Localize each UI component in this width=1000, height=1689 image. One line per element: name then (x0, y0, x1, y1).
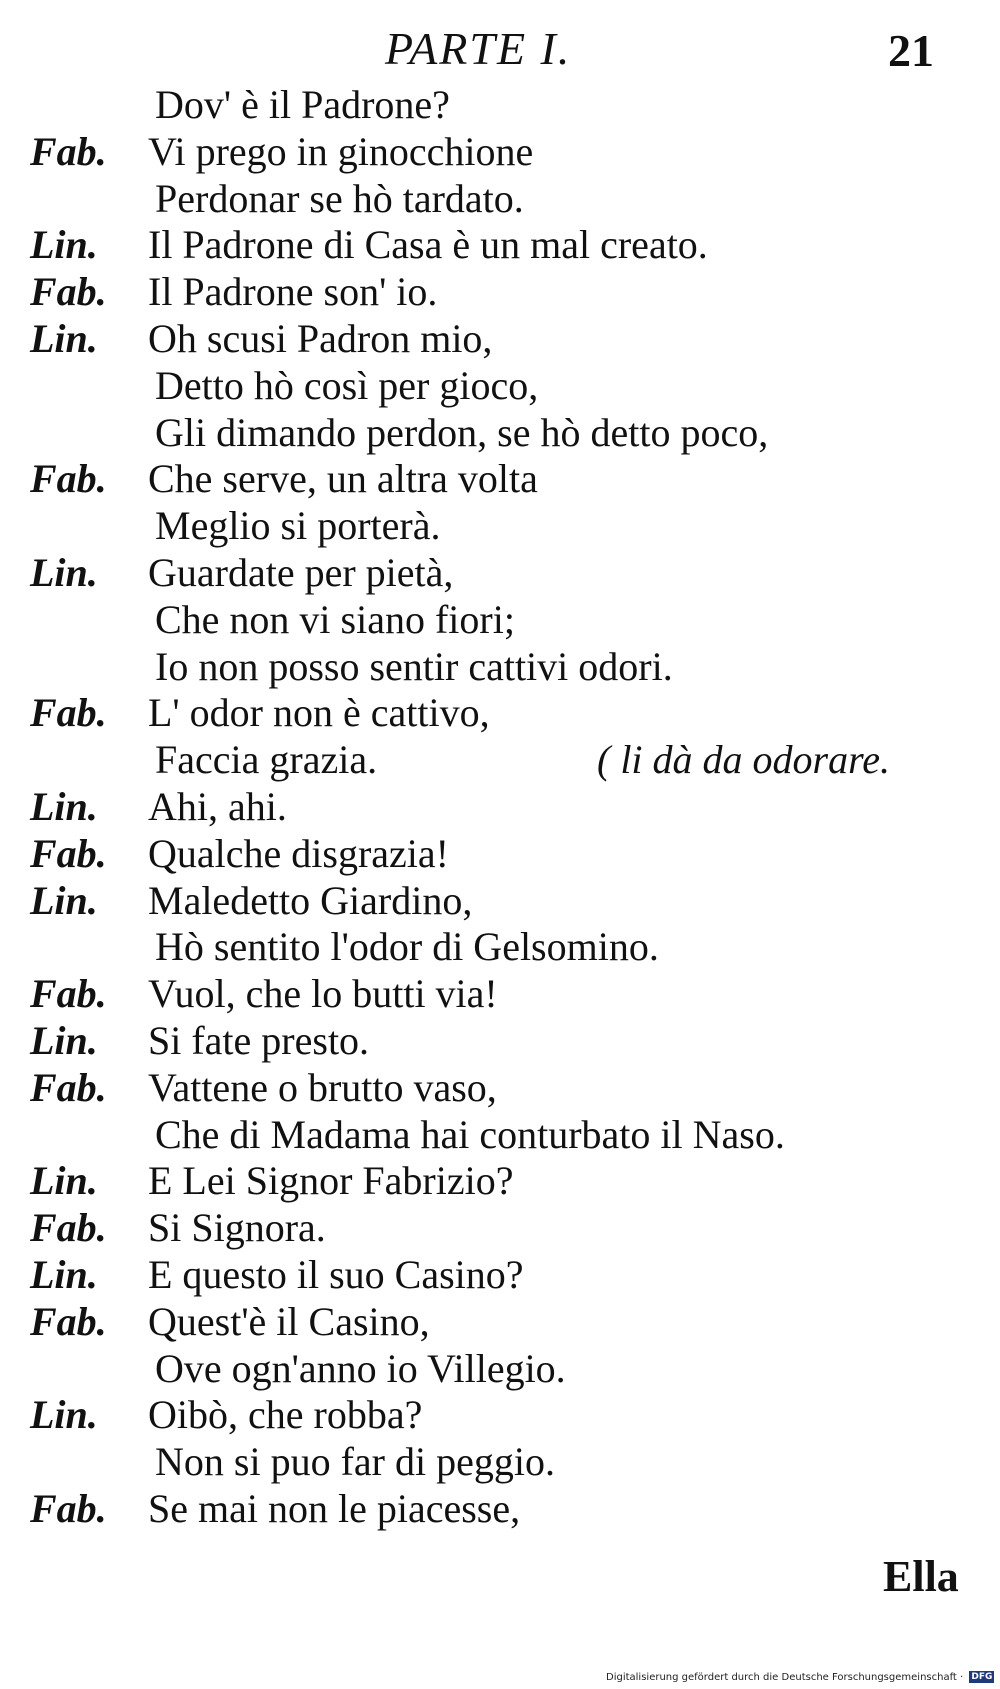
verse-text: Che non vi siano fiori; (155, 596, 515, 642)
verse-text: Maledetto Giardino, (148, 877, 473, 923)
verse-text: Vuol, che lo butti via! (148, 971, 498, 1017)
dialogue-line (0, 971, 1000, 1018)
running-title: PARTE I. (385, 23, 572, 74)
page-number: 21 (888, 25, 934, 76)
dialogue-line (0, 690, 1000, 737)
page-header (0, 22, 1000, 82)
speaker-label: Fab. (30, 1064, 107, 1110)
dialogue-line (0, 176, 1000, 223)
verse-text: E questo il suo Casino? (148, 1251, 524, 1297)
verse-text: Quest'è il Casino, (148, 1298, 430, 1344)
verse-text: L' odor non è cattivo, (148, 690, 490, 736)
dialogue-line (0, 363, 1000, 410)
verse-text: Ahi, ahi. (148, 783, 287, 829)
verse-text: Vattene o brutto vaso, (148, 1064, 497, 1110)
verse-text: Gli dimando perdon, se hò detto poco, (155, 409, 769, 455)
speaker-label: Fab. (30, 1205, 107, 1251)
verse-text: Oibò, che robba? (148, 1392, 423, 1438)
speaker-label: Fab. (30, 1298, 107, 1344)
verse-text: E Lei Signor Fabrizio? (148, 1158, 514, 1204)
dialogue-line (0, 1018, 1000, 1065)
speaker-label: Lin. (30, 1158, 98, 1204)
verse-text: Hò sentito l'odor di Gelsomino. (155, 924, 659, 970)
stage-direction: ( li dà da odorare. (597, 737, 890, 783)
verse-text: Faccia grazia. (155, 737, 378, 783)
dialogue-line (0, 644, 1000, 691)
speaker-label: Fab. (30, 830, 107, 876)
credit-text: Digitalisierung gefördert durch die Deutsche Forschungsgemeinschaft · (606, 1672, 964, 1683)
speaker-label: Lin. (30, 1251, 98, 1297)
verse-text: Non si puo far di peggio. (155, 1439, 555, 1485)
catchword: Ella (883, 1552, 959, 1601)
speaker-label: Fab. (30, 456, 107, 502)
dialogue-line (0, 82, 1000, 129)
dialogue-line (0, 1486, 1000, 1533)
dialogue-text (0, 82, 1000, 1533)
verse-text: Oh scusi Padron mio, (148, 315, 493, 361)
verse-text: Io non posso sentir cattivi odori. (155, 643, 673, 689)
digitization-credit (606, 1671, 994, 1683)
dialogue-line (0, 924, 1000, 971)
verse-text: Si fate presto. (148, 1017, 370, 1063)
verse-text: Il Padrone di Casa è un mal creato. (148, 222, 708, 268)
dialogue-line (0, 129, 1000, 176)
dialogue-line (0, 269, 1000, 316)
dialogue-line (0, 1065, 1000, 1112)
dialogue-line (0, 1346, 1000, 1393)
verse-text: Dov' è il Padrone? (155, 82, 450, 127)
verse-text: Il Padrone son' io. (148, 269, 438, 315)
dialogue-line (0, 597, 1000, 644)
dialogue-line (0, 1252, 1000, 1299)
speaker-label: Lin. (30, 1017, 98, 1063)
dfg-logo: DFG (971, 1672, 993, 1682)
verse-text: Che di Madama hai conturbato il Naso. (155, 1111, 785, 1157)
dialogue-line (0, 831, 1000, 878)
dialogue-line (0, 784, 1000, 831)
dialogue-line (0, 1299, 1000, 1346)
speaker-label: Lin. (30, 1392, 98, 1438)
dialogue-line (0, 1392, 1000, 1439)
dialogue-line (0, 503, 1000, 550)
dialogue-line (0, 410, 1000, 457)
dialogue-line (0, 222, 1000, 269)
verse-text: Che serve, un altra volta (148, 456, 538, 502)
dialogue-line (0, 1205, 1000, 1252)
speaker-label: Fab. (30, 1485, 107, 1531)
verse-text: Perdonar se hò tardato. (155, 175, 524, 221)
dialogue-line (0, 1158, 1000, 1205)
dialogue-line (0, 1439, 1000, 1486)
speaker-label: Fab. (30, 269, 107, 315)
dialogue-line (0, 1112, 1000, 1159)
verse-text: Guardate per pietà, (148, 549, 454, 595)
dialogue-line (0, 878, 1000, 925)
verse-text: Ove ogn'anno io Villegio. (155, 1345, 566, 1391)
speaker-label: Lin. (30, 877, 98, 923)
speaker-label: Fab. (30, 128, 107, 174)
speaker-label: Lin. (30, 315, 98, 361)
dialogue-line (0, 316, 1000, 363)
speaker-label: Fab. (30, 971, 107, 1017)
dialogue-line (0, 737, 1000, 784)
verse-text: Si Signora. (148, 1205, 326, 1251)
verse-text: Detto hò così per gioco, (155, 362, 539, 408)
dialogue-line (0, 456, 1000, 503)
speaker-label: Lin. (30, 222, 98, 268)
speaker-label: Lin. (30, 549, 98, 595)
verse-text: Vi prego in ginocchione (148, 128, 534, 174)
verse-text: Se mai non le piacesse, (148, 1485, 521, 1531)
speaker-label: Fab. (30, 690, 107, 736)
verse-text: Meglio si porterà. (155, 503, 441, 549)
speaker-label: Lin. (30, 783, 98, 829)
verse-text: Qualche disgrazia! (148, 830, 449, 876)
dialogue-line (0, 550, 1000, 597)
